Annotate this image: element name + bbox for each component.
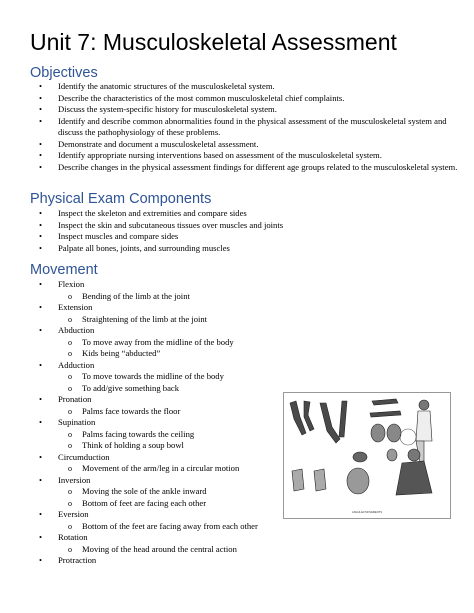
movement-detail: o Bending of the limb at the joint	[82, 291, 288, 303]
movement-detail: o Palms facing towards the ceiling	[82, 429, 288, 441]
movement-item	[58, 279, 288, 302]
movement-item	[58, 302, 288, 325]
movement-sublist	[58, 463, 288, 475]
objective-item: • Describe changes in the physical assessment findings for different age groups related to the musculoskeletal system.	[58, 162, 458, 174]
movement-detail: o Palms face towards the floor	[82, 406, 288, 418]
movement-detail: o To move away from the midline of the body	[82, 337, 288, 349]
body-movements-illustration-icon	[283, 392, 451, 519]
body-movements-illustration-art	[284, 393, 450, 518]
movement-detail: o Straightening of the limb at the joint	[82, 314, 288, 326]
movement-term: Supination	[58, 417, 96, 427]
movement-term: Inversion	[58, 474, 91, 485]
movement-detail: o Kids being “abducted”	[82, 348, 288, 360]
movement-sublist	[58, 521, 288, 533]
movement-item	[58, 475, 288, 510]
movement-term: Flexion	[58, 279, 85, 289]
objective-item: • Discuss the system-specific history for musculoskeletal system.	[58, 104, 458, 116]
movement-item	[58, 417, 288, 452]
physical-exam-item: • Palpate all bones, joints, and surrounding muscles	[58, 243, 458, 255]
movement-item	[58, 452, 288, 475]
page-title: Unit 7: Musculoskeletal Assessment	[30, 29, 397, 55]
movement-detail: o To move towards the midline of the body	[82, 371, 288, 383]
objective-item: • Identify and describe common abnormalities found in the physical assessment of the musculoskeletal system and discuss the pathophysiology of these problems.	[58, 116, 458, 139]
movement-sublist	[58, 429, 288, 452]
physical-exam-list	[58, 208, 458, 254]
movement-sublist	[58, 371, 288, 394]
movement-detail: o Bottom of the feet are facing away from each other	[82, 521, 288, 533]
movement-item	[58, 532, 288, 555]
movement-term: Protraction	[58, 555, 97, 565]
objectives-heading: Objectives	[30, 65, 98, 81]
physical-exam-item: • Inspect muscles and compare sides	[58, 231, 458, 243]
movement-item	[58, 325, 288, 360]
movement-term: Adduction	[58, 359, 95, 370]
movement-sublist	[58, 486, 288, 509]
objectives-list	[58, 81, 458, 173]
movement-sublist	[58, 544, 288, 556]
movement-term: Pronation	[58, 394, 92, 404]
movement-item	[58, 394, 288, 417]
movement-sublist	[58, 291, 288, 303]
movement-term: Abduction	[58, 325, 95, 335]
movement-item	[58, 555, 288, 567]
movement-sublist	[58, 406, 288, 418]
objective-item: • Describe the characteristics of the most common musculoskeletal chief complaints.	[58, 93, 458, 105]
movement-sublist	[58, 337, 288, 360]
movement-term: Extension	[58, 302, 93, 312]
movement-detail: o Think of holding a soup bowl	[82, 440, 288, 452]
movement-detail: o To add/give something back	[82, 383, 288, 395]
objective-item: • Identify appropriate nursing interventions based on assessment of the musculoskeletal system.	[58, 150, 458, 162]
figure-caption: ANGULAR MOVEMENTS	[352, 511, 382, 514]
movement-item	[58, 509, 288, 532]
movement-detail: o Moving the sole of the ankle inward	[82, 486, 288, 498]
objective-item: • Demonstrate and document a musculoskeletal assessment.	[58, 139, 458, 151]
movement-list	[58, 279, 288, 567]
objective-item: • Identify the anatomic structures of the musculoskeletal system.	[58, 81, 458, 93]
movement-detail: o Moving of the head around the central action	[82, 544, 288, 556]
physical-exam-heading: Physical Exam Components	[30, 191, 212, 207]
movement-detail: o Bottom of feet are facing each other	[82, 498, 288, 510]
movement-heading: Movement	[30, 262, 98, 278]
physical-exam-item: • Inspect the skeleton and extremities and compare sides	[58, 208, 458, 220]
movement-term: Circumduction	[58, 451, 110, 462]
movement-item	[58, 360, 288, 395]
physical-exam-item: • Inspect the skin and subcutaneous tissues over muscles and joints	[58, 220, 458, 232]
movement-detail: o Movement of the arm/leg in a circular motion	[82, 463, 288, 475]
movement-term: Rotation	[58, 532, 88, 542]
movement-sublist	[58, 314, 288, 326]
movement-term: Eversion	[58, 509, 89, 519]
